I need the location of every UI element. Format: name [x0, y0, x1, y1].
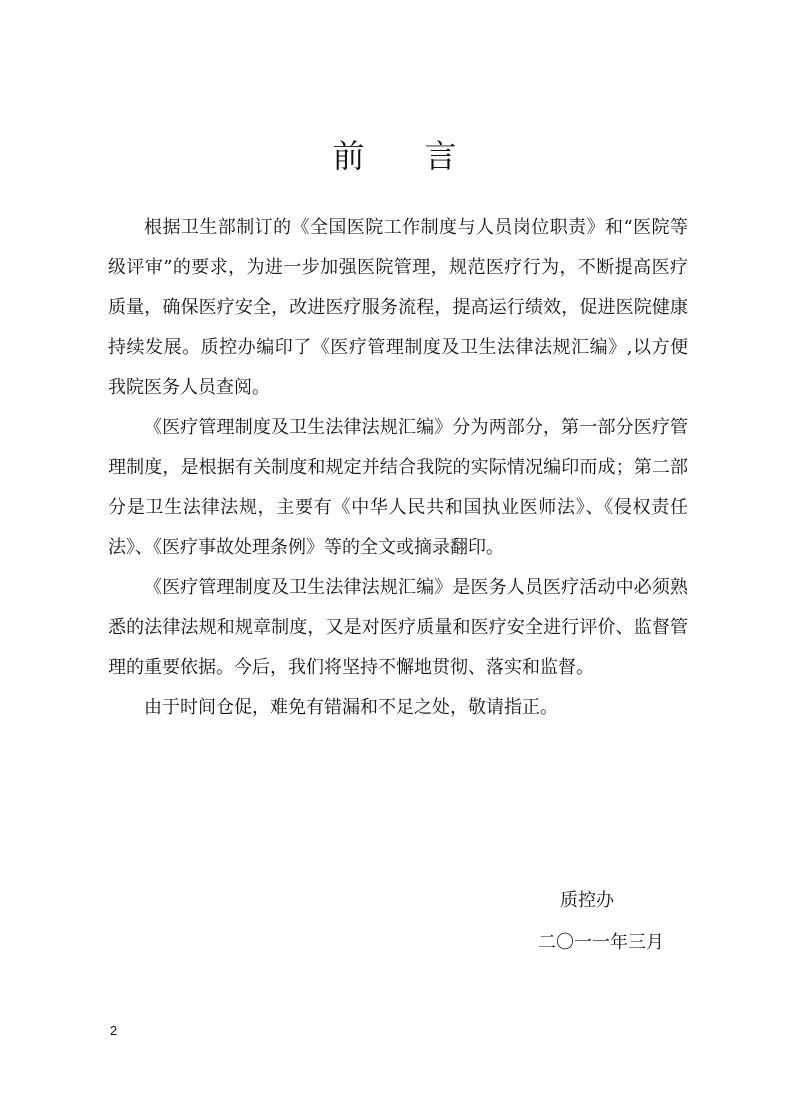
paragraph-1: 根据卫生部制订的《全国医院工作制度与人员岗位职责》和“医院等级评审”的要求，为进一步加强医院管理，规范医疗行为，不断提高医疗质量，确保医疗安全，改进医疗服务流程，提高运行绩效，促进医院健康持续发展。质控办编印了《医疗管理制度及卫生法律法规汇编》,以方便我院医务人员查阅。	[108, 217, 688, 398]
signature-date: 二〇一一年三月	[538, 932, 664, 953]
preface-body	[108, 208, 688, 728]
signature-organization: 质控办	[560, 890, 614, 911]
page-number: 2	[110, 1023, 118, 1038]
paragraph-4: 由于时间仓促，难免有错漏和不足之处，敬请指正。	[144, 697, 558, 718]
paragraph-3: 《医疗管理制度及卫生法律法规汇编》是医务人员医疗活动中必须熟悉的法律法规和规章制度，又是对医疗质量和医疗安全进行评价、监督管理的重要依据。今后，我们将坚持不懈地贯彻、落实和监督。	[108, 577, 688, 678]
page-title: 前言	[332, 137, 517, 175]
paragraph-2: 《医疗管理制度及卫生法律法规汇编》分为两部分，第一部分医疗管理制度，是根据有关制度和规定并结合我院的实际情况编印而成；第二部分是卫生法律法规，主要有《中华人民共和国执业医师法》、《侵权责任法》、《医疗事故处理条例》等的全文或摘录翻印。	[108, 417, 688, 558]
